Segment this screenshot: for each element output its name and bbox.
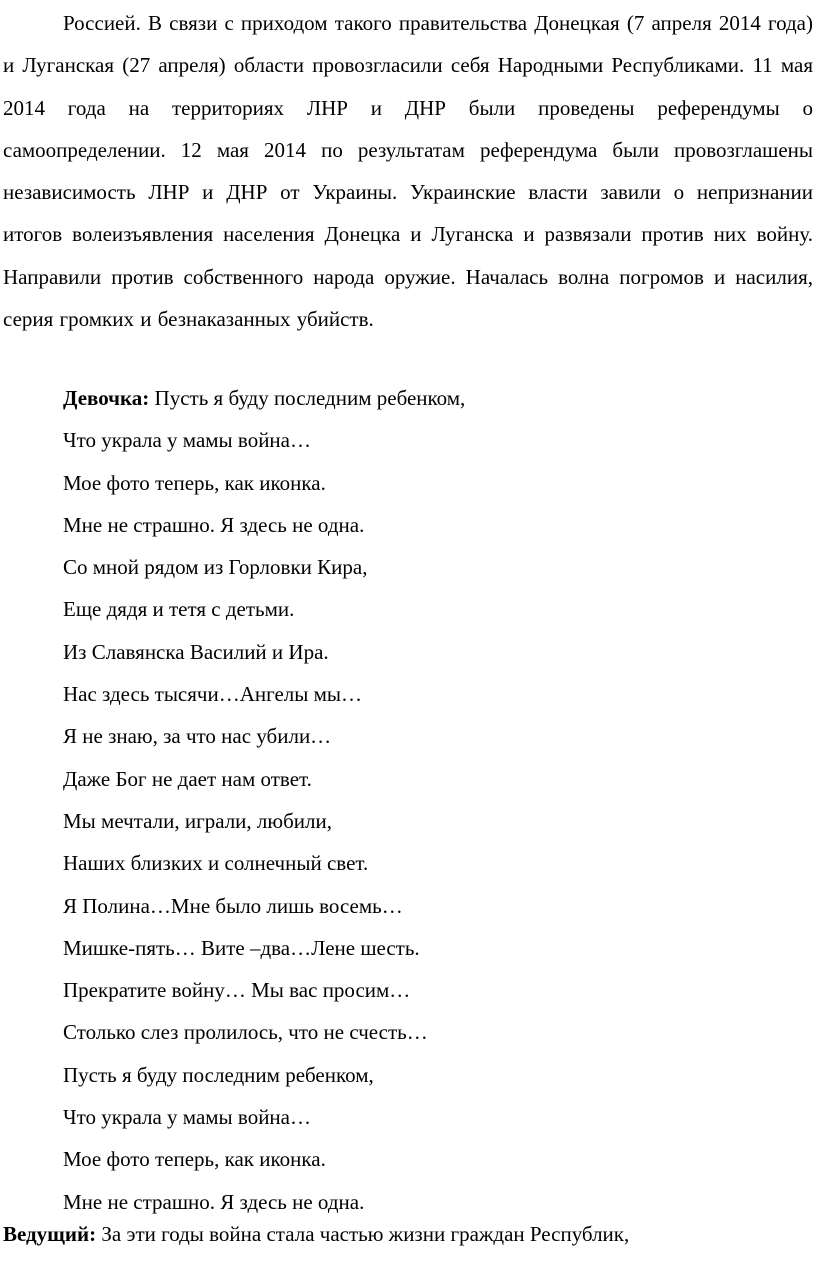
poem-line: Что украла у мамы война… bbox=[63, 1105, 311, 1130]
speaker-girl: Девочка: bbox=[63, 386, 150, 410]
poem-line: Что украла у мамы война… bbox=[63, 428, 311, 453]
poem-line: Еще дядя и тетя с детьми. bbox=[63, 597, 295, 622]
girl-poem bbox=[63, 377, 465, 1223]
poem-line: Мне не страшно. Я здесь не одна. bbox=[63, 1189, 365, 1214]
poem-line: Мое фото теперь, как иконка. bbox=[63, 470, 326, 495]
poem-line: Мы мечтали, играли, любили, bbox=[63, 808, 332, 833]
poem-line: Из Славянска Василий и Ира. bbox=[63, 639, 329, 664]
poem-line: Мишке-пять… Вите –два…Лене шесть. bbox=[63, 935, 420, 960]
poem-line: Я Полина…Мне было лишь восемь… bbox=[63, 893, 403, 918]
poem-line: Мне не страшно. Я здесь не одна. bbox=[63, 512, 365, 537]
poem-line: Со мной рядом из Горловки Кира, bbox=[63, 555, 368, 580]
poem-line: Наших близких и солнечный свет. bbox=[63, 851, 369, 876]
poem-line: Мое фото теперь, как иконка. bbox=[63, 1147, 326, 1172]
poem-line: Пусть я буду последним ребенком, bbox=[63, 1062, 374, 1087]
poem-line: Девочка: Пусть я буду последним ребенком, bbox=[63, 386, 466, 410]
host-text: За эти годы война стала частью жизни граждан Республик, bbox=[96, 1222, 630, 1246]
poem-line: Даже Бог не дает нам ответ. bbox=[63, 766, 312, 791]
host-line bbox=[3, 1213, 629, 1255]
poem-line: Столько слез пролилось, что не счесть… bbox=[63, 1020, 428, 1045]
speaker-host: Ведущий: bbox=[3, 1222, 97, 1246]
poem-line: Нас здесь тысячи…Ангелы мы… bbox=[63, 682, 363, 707]
poem-line: Я не знаю, за что нас убили… bbox=[63, 724, 332, 749]
intro-paragraph: Россией. В связи с приходом такого правительства Донецкая (7 апреля 2014 года) и Луганская (27 апреля) области провозгласили себя Народными Республиками. 11 мая 2014 года на территориях ЛНР и ДНР были проведены референдумы о самоопределении. 12 мая 2014 по результатам референдума были провозглашены независимость ЛНР и ДНР от Украины. Украинские власти завили о непризнании итогов волеизъявления населения Донецка и Луганска и развязали против них войну. Направили против собственного народа оружие. Началась волна погромов и насилия, серия громких и безнаказанных убийств. bbox=[3, 11, 813, 331]
poem-line: Прекратите войну… Мы вас просим… bbox=[63, 978, 411, 1003]
